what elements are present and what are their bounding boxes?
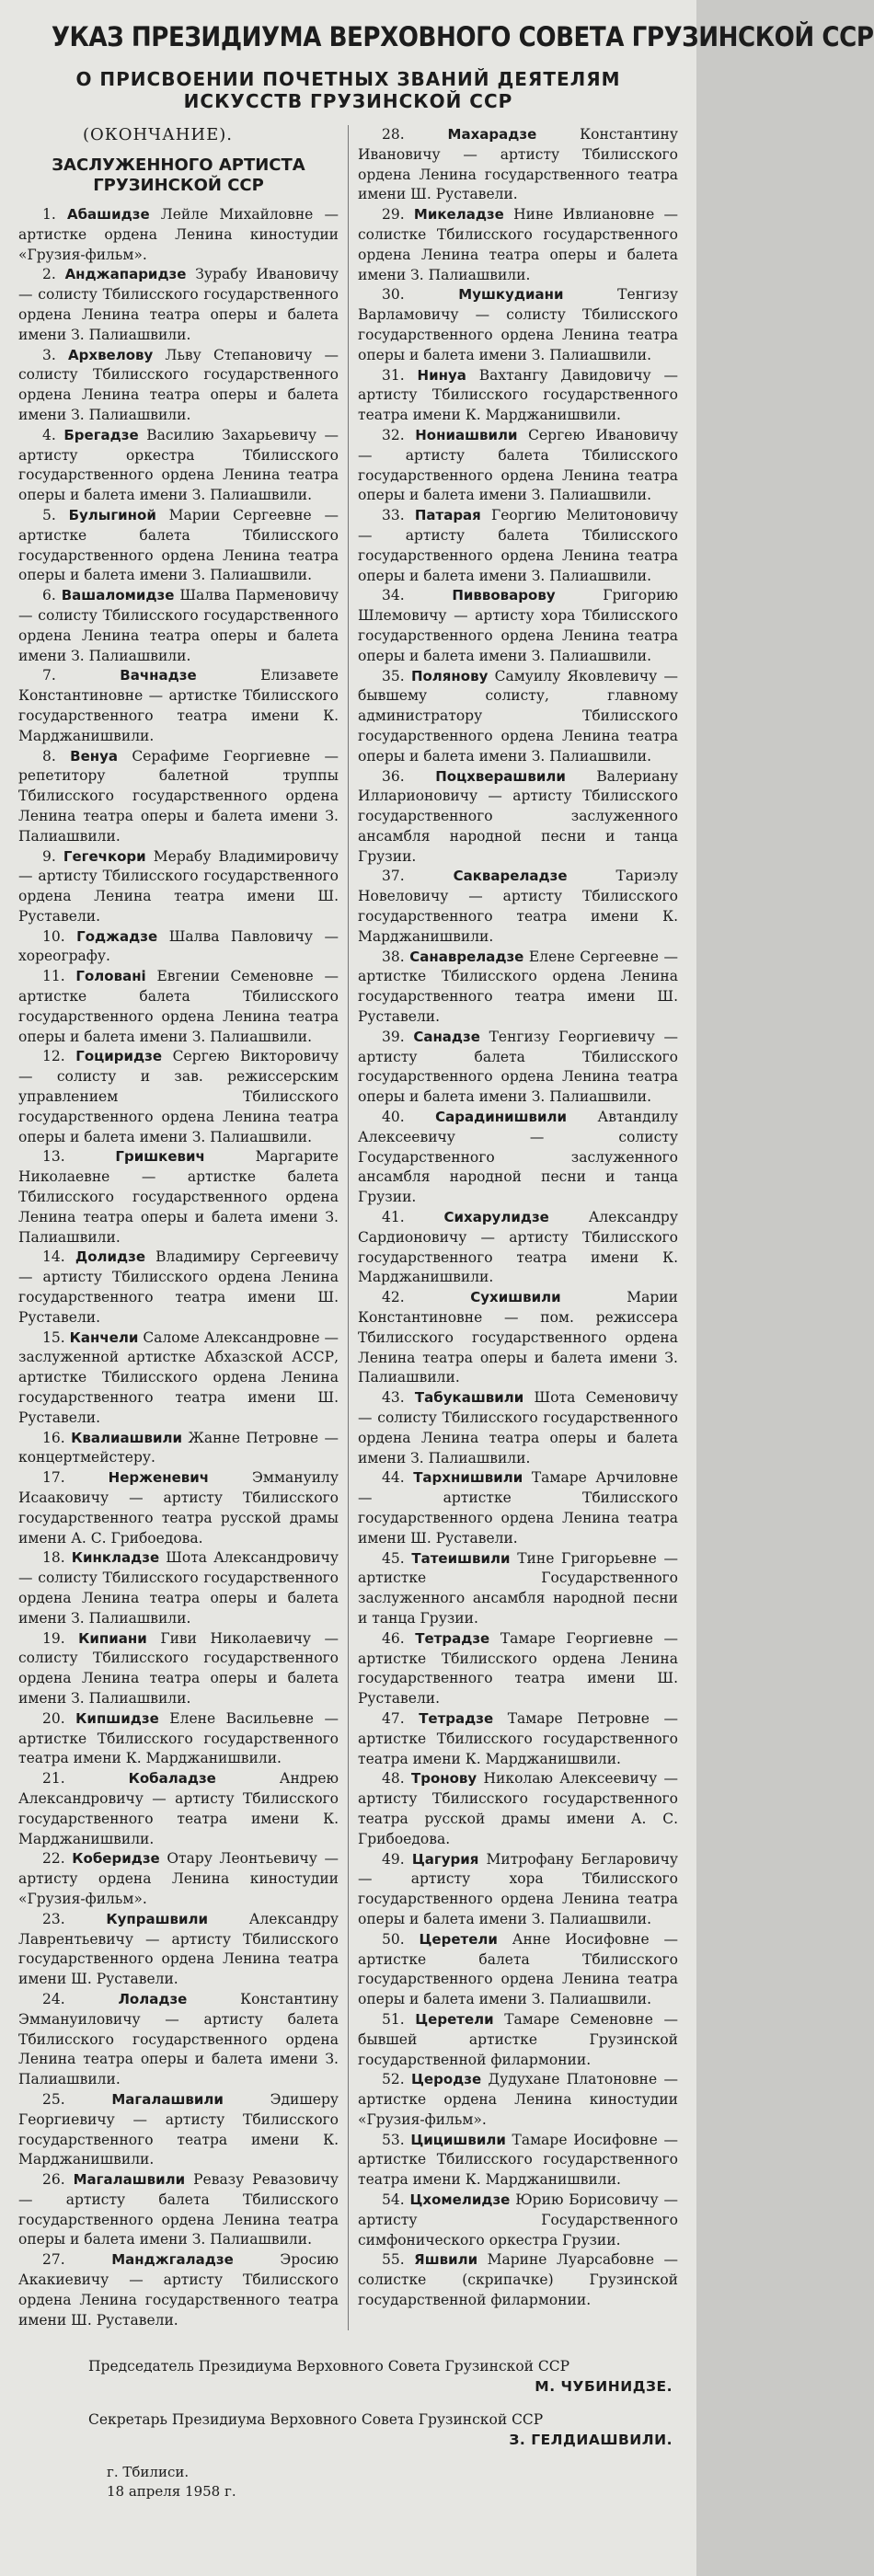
award-entry — [358, 767, 678, 868]
entry-number: 5. — [42, 506, 56, 523]
award-entry — [358, 1468, 678, 1548]
entry-details: Тамаре Петровне — артистке Тбилисского государственного театра имени К. Марджанишвили. — [358, 1709, 679, 1767]
entry-surname: Архвеловy — [68, 346, 154, 363]
entry-details: Георгию Мелитоновичу — артисту балета Тбилисского государственного ордена Ленина театра оперы и балета имени З. Палиашвили. — [358, 507, 678, 584]
entry-number: 23. — [42, 1910, 65, 1927]
award-entry — [358, 1930, 678, 2010]
entry-surname: Годжадзе — [76, 927, 158, 945]
award-entry — [358, 1769, 678, 1849]
entry-details: Елене Сергеевне — артистке Тбилисского ордена Ленина государственного театра имени Ш. Руставели. — [358, 948, 679, 1026]
entry-number: 6. — [42, 587, 56, 604]
chairman-title: Председатель Президиума Верховного Совета Грузинской ССР — [88, 2358, 570, 2375]
entry-number: 54. — [382, 2191, 405, 2209]
entry-details: Жанне Петровне — концертмейстеру. — [18, 1429, 339, 1466]
entry-number: 13. — [42, 1148, 65, 1166]
entry-surname: Пиввоварову — [452, 587, 556, 604]
entry-surname: Гоциридзе — [75, 1048, 163, 1065]
award-entry — [358, 2250, 678, 2310]
entry-surname: Поцхверашвили — [435, 767, 566, 785]
award-entry — [18, 967, 339, 1047]
entry-surname: Магалашвили — [73, 2171, 186, 2189]
entry-details: Шота Семеновичу — солисту Тбилисского государственного ордена Ленина театра оперы и балета имени З. Палиашвили. — [358, 1389, 678, 1466]
entry-surname: Микеладзе — [413, 206, 504, 224]
continuation-note: (ОКОНЧАНИЕ). — [83, 125, 233, 144]
award-entry — [18, 1429, 339, 1469]
entry-details: Эммануилу Исааковичу — артисту Тбилисского государственного театра русской драмы имени А. С. Грибоедова. — [18, 1469, 339, 1547]
entry-number: 36. — [382, 767, 405, 785]
section-heading-line-1: ЗАСЛУЖЕННОГО АРТИСТА — [52, 155, 305, 175]
entry-number: 11. — [42, 968, 65, 985]
entry-details: Мерабу Владимировичу — артисту Тбилисского государственного ордена Ленина театра имени Ш. Руставели. — [18, 847, 339, 925]
signatures-block — [18, 2356, 678, 2501]
award-entry — [358, 667, 678, 767]
entry-surname: Цицишвили — [410, 2131, 506, 2148]
decree-date: 18 апреля 1958 г. — [107, 2483, 236, 2501]
entry-details: Эросию Акакиевичу — артисту Тбилисского ордена Ленина государственного театра имени Ш. Руставели. — [18, 2251, 339, 2329]
entry-surname: Гегечкори — [63, 847, 146, 865]
award-entry — [18, 1990, 339, 2090]
entry-number: 53. — [382, 2131, 405, 2148]
decree-title: УКАЗ ПРЕЗИДИУМА ВЕРХОВНОГО СОВЕТА ГРУЗИНСКОЙ ССР — [51, 21, 874, 52]
entry-surname: Магалашвили — [111, 2090, 224, 2108]
decree-subtitle-line-2: ИСКУССТВ ГРУЗИНСКОЙ ССР — [183, 90, 513, 112]
chairman-name: М. ЧУБИНИДЗЕ. — [535, 2378, 673, 2396]
award-entry — [358, 1028, 678, 1108]
award-entry — [358, 2191, 678, 2250]
award-entry — [358, 285, 678, 365]
entry-surname: Цхомелидзе — [409, 2191, 511, 2209]
award-entry — [18, 847, 339, 927]
entry-details: Вахтангу Давидовичу — артисту Тбилисского государственного театра имени К. Марджанишвили. — [358, 366, 678, 424]
award-entry — [18, 1147, 339, 1248]
entry-number: 52. — [382, 2071, 405, 2088]
award-entry — [358, 2070, 678, 2130]
award-entry — [18, 1328, 339, 1429]
entry-details: Владимиру Сергеевичу — артисту Тбилисского ордена Ленина государственного театра имени Ш. Руставели. — [18, 1248, 339, 1326]
entry-surname: Церетели — [419, 1930, 498, 1948]
entry-details: Шалва Парменовичу — солисту Тбилисского государственного ордена Ленина театра оперы и балета имени З. Палиашвили. — [18, 587, 339, 664]
entry-surname: Патарая — [414, 507, 481, 524]
entry-details: Саломе Александровне — заслуженной артистке Абхазской АССР, артистке Тбилисского ордена Ленина государственного театра имени Ш. Руставели. — [18, 1328, 339, 1426]
entry-number: 49. — [382, 1850, 405, 1868]
entry-details: Марине Луарсабовне — солистке (скрипачке) Грузинской государственной филармонии. — [358, 2251, 678, 2309]
entry-details: Константину Эммануиловичу — артисту балета Тбилисского государственного ордена Ленина театра оперы и балета имени З. Палиашвили. — [18, 1990, 339, 2088]
award-entry — [358, 1208, 678, 1288]
entry-surname: Полянову — [410, 667, 489, 684]
entry-number: 8. — [42, 747, 56, 765]
entry-number: 34. — [382, 587, 405, 604]
award-entry — [18, 265, 339, 345]
entry-number: 12. — [42, 1048, 65, 1065]
entry-number: 16. — [42, 1429, 65, 1446]
entry-number: 3. — [42, 346, 56, 363]
award-entry — [358, 1388, 678, 1468]
award-entry — [18, 506, 339, 586]
entry-details: Григорию Шлемовичу — артисту хора Тбилисского государственного ордена Ленина театра оперы и балета имени З. Палиашвили. — [358, 587, 678, 664]
entry-details: Тариэлу Новеловичу — артисту Тбилисского государственного театра имени К. Марджанишвили. — [358, 868, 678, 945]
entry-number: 9. — [42, 847, 56, 865]
entry-surname: Долидзе — [75, 1248, 145, 1266]
entry-surname: Манджгаладзе — [111, 2251, 234, 2269]
award-entry — [358, 586, 678, 666]
entry-surname: Нерженевич — [108, 1469, 210, 1487]
entry-surname: Татеишвили — [411, 1549, 511, 1567]
entry-number: 48. — [382, 1770, 405, 1788]
entry-number: 28. — [382, 126, 405, 143]
entry-number: 26. — [42, 2171, 65, 2189]
entry-number: 21. — [42, 1770, 65, 1788]
entry-number: 30. — [382, 286, 405, 304]
entry-details: Тамаре Георгиевне — артистке Тбилисского ордена Ленина государственного театра имени Ш. Руставели. — [358, 1629, 678, 1708]
entry-details: Дудухане Платоновне — артистке ордена Ленина киностудии «Грузия-фильм». — [358, 2071, 678, 2128]
entry-surname: Лоладзе — [118, 1990, 188, 2007]
entry-details: Евгении Семеновне — артистке балета Тбилисского государственного ордена Ленина театра оперы и балета имени З. Палиашвили. — [18, 968, 339, 1045]
entry-surname: Цагурия — [411, 1850, 479, 1868]
entry-surname: Купрашвили — [106, 1910, 209, 1927]
award-entry — [18, 1548, 339, 1628]
section-heading-line-2: ГРУЗИНСКОЙ ССР — [93, 176, 264, 195]
entry-number: 24. — [42, 1990, 65, 2007]
entry-details: Константину Ивановичу — артисту Тбилисского ордена Ленина государственного театра имени Ш. Руставели. — [358, 126, 678, 203]
entry-surname: Кипиани — [78, 1629, 147, 1647]
entry-surname: Тронову — [410, 1770, 477, 1788]
entry-surname: Вачнадзе — [120, 667, 197, 684]
entry-surname: Квалиашвили — [71, 1429, 183, 1446]
entry-details: Тенгизу Георгиевичу — артисту балета Тбилисского государственного ордена Ленина театра оперы и балета имени З. Палиашвили. — [358, 1028, 678, 1106]
masthead — [18, 20, 874, 112]
entry-number: 41. — [382, 1209, 405, 1226]
award-entry — [18, 205, 339, 265]
entry-details: Тамаре Арчиловне — артистке Тбилисского государственного ордена Ленина театра имени Ш. Руставели. — [358, 1469, 678, 1547]
entry-number: 14. — [42, 1248, 65, 1266]
entry-number: 7. — [42, 667, 56, 684]
entry-details: Тенгизу Варламовичу — солисту Тбилисского государственного ордена Ленина театра оперы и балета имени З. Палиашвили. — [358, 286, 678, 363]
entry-number: 2. — [42, 266, 56, 283]
entry-number: 43. — [382, 1389, 405, 1407]
award-entry — [18, 1849, 339, 1909]
entry-details: Автандилу Алексеевичу — солисту Государственного заслуженного ансамбля народной песни и танца Грузии. — [358, 1109, 678, 1206]
entry-number: 42. — [382, 1289, 405, 1306]
entry-surname: Коберидзе — [72, 1850, 160, 1868]
secretary-title: Секретарь Президиума Верховного Совета Грузинской ССР — [88, 2411, 544, 2429]
entry-surname: Табукашвили — [414, 1389, 524, 1407]
entry-details: Зурабу Ивановичу — солисту Тбилисского государственного ордена Ленина театра оперы и балета имени З. Палиашвили. — [18, 266, 339, 343]
entry-number: 17. — [42, 1469, 65, 1487]
entry-details: Марии Константиновне — пом. режиссера Тбилисского государственного ордена Ленина театра оперы и балета имени З. Палиашвили. — [358, 1289, 678, 1386]
award-entry — [358, 1709, 678, 1769]
entry-number: 22. — [42, 1850, 65, 1868]
award-entry — [18, 346, 339, 426]
place-and-date — [107, 2463, 673, 2501]
entry-number: 47. — [382, 1709, 405, 1727]
award-entry — [358, 125, 678, 205]
entry-details: Тамаре Иосифовне — артистке Тбилисского государственного театра имени К. Марджанишвили. — [358, 2131, 678, 2189]
entry-details: Юрию Борисовичу — артисту Государственного симфонического оркестра Грузии. — [358, 2191, 679, 2248]
entry-number: 38. — [382, 948, 405, 965]
award-entry — [18, 2250, 339, 2330]
entry-number: 20. — [42, 1709, 65, 1727]
entry-surname: Тетрадзе — [415, 1629, 490, 1647]
entry-surname: Нониашвили — [415, 426, 518, 443]
award-entry — [18, 586, 339, 666]
award-entry — [358, 366, 678, 426]
entry-surname: Тархнишвили — [413, 1469, 523, 1487]
award-entry — [18, 1769, 339, 1849]
entry-number: 4. — [42, 426, 56, 443]
entry-details: Николаю Алексеевичу — артисту Тбилисского государственного театра русской драмы имени А. С. Грибоедова. — [358, 1770, 679, 1847]
entry-surname: Саквареладзе — [453, 868, 568, 885]
entry-details: Нине Ивлиановне — солистке Тбилисского государственного ордена Ленина театра оперы и балета имени З. Палиашвили. — [358, 206, 679, 283]
entry-number: 27. — [42, 2251, 65, 2269]
entry-number: 46. — [382, 1629, 405, 1647]
entry-number: 37. — [382, 868, 405, 885]
entry-details: Елене Васильевне — артистке Тбилисского государственного театра имени К. Марджанишвили. — [18, 1709, 339, 1767]
entry-number: 32. — [382, 426, 405, 443]
entry-details: Гиви Николаевичу — солисту Тбилисского государственного ордена Ленина театра оперы и балета имени З. Палиашвили. — [18, 1629, 339, 1707]
entry-surname: Махарадзе — [447, 126, 537, 143]
award-entry — [358, 948, 678, 1028]
entry-surname: Кобаладзе — [128, 1770, 216, 1788]
award-entry — [358, 2131, 678, 2191]
entry-number: 25. — [42, 2090, 65, 2108]
entry-details: Сергею Ивановичу — артисту балета Тбилисского государственного ордена Ленина театра оперы и балета имени З. Палиашвили. — [358, 426, 678, 504]
entry-surname: Канчели — [69, 1328, 139, 1346]
entry-number: 45. — [382, 1549, 405, 1567]
entry-details: Серафиме Георгиевне — репетитору балетной труппы Тбилисского государственного ордена Ленина театра оперы и балета имени З. Палиашвили. — [18, 747, 339, 845]
entry-surname: Сихарулидзе — [443, 1209, 549, 1226]
entry-number: 29. — [382, 206, 405, 224]
entry-details: Самуилу Яковлевичу — бывшему солисту, главному администратору Тбилисского государственного ордена Ленина театра оперы и балета имени З. Палиашвили. — [358, 667, 678, 765]
left-column — [18, 125, 339, 2330]
award-entry — [18, 666, 339, 746]
entry-surname: Вашаломидзе — [61, 587, 175, 604]
award-entry — [18, 1248, 339, 1328]
entry-details: Василию Захарьевичу — артисту оркестра Тбилисского государственного ордена Ленина театра оперы и балета имени З. Палиашвили. — [18, 426, 339, 504]
decree-subtitle-line-1: О ПРИСВОЕНИИ ПОЧЕТНЫХ ЗВАНИЙ ДЕЯТЕЛЯМ — [75, 68, 621, 90]
entry-details: Марии Сергеевне — артистке балета Тбилисского государственного ордена Ленина театра оперы и балета имени З. Палиашвили. — [18, 506, 339, 584]
award-entry — [358, 1108, 678, 1208]
entry-surname: Сухишвили — [470, 1289, 561, 1306]
entry-surname: Тетрадзе — [419, 1709, 494, 1727]
entry-surname: Сарадинишвили — [435, 1109, 568, 1126]
entry-surname: Голованi — [75, 968, 146, 985]
entry-details: Митрофану Бегларовичу — артисту хора Тбилисского государственного ордена Ленина театра оперы и балета имени З. Палиашвили. — [358, 1850, 678, 1927]
entry-number: 39. — [382, 1028, 405, 1045]
entry-details: Тине Григорьевне — артистке Государственного заслуженного ансамбля народной песни и танца Грузии. — [358, 1549, 678, 1627]
entry-surname: Кинкладзе — [71, 1549, 160, 1567]
entry-surname: Брегадзе — [63, 426, 139, 443]
entry-number: 55. — [382, 2251, 405, 2269]
entry-surname: Церетели — [415, 2010, 494, 2028]
entry-number: 50. — [382, 1930, 405, 1948]
entry-details: Тамаре Семеновне — бывшей артистке Грузинской государственной филармонии. — [358, 2010, 679, 2068]
award-entry — [18, 1629, 339, 1709]
award-entry — [358, 426, 678, 506]
entry-details: Ревазу Ревазовичу — артисту балета Тбилисского государственного ордена Ленина театра оперы и балета имени З. Палиашвили. — [18, 2171, 339, 2248]
section-heading — [18, 155, 339, 196]
secretary-name: З. ГЕЛДИАШВИЛИ. — [509, 2432, 673, 2449]
entry-details: Отару Леонтьевичу — артисту ордена Ленина киностудии «Грузия-фильм». — [18, 1850, 339, 1907]
entry-number: 44. — [382, 1469, 405, 1487]
award-entry — [18, 2090, 339, 2170]
entry-details: Маргарите Николаевне — артистке балета Тбилисского государственного ордена Ленина театра оперы и балета имени З. Палиашвили. — [18, 1148, 339, 1246]
entry-number: 31. — [382, 366, 405, 384]
entry-number: 35. — [382, 667, 405, 684]
entry-details: Валериану Илларионовичу — артисту Тбилисского государственного заслуженного ансамбля народной песни и танца Грузии. — [358, 767, 678, 865]
entry-surname: Абашидзе — [66, 206, 150, 223]
entry-surname: Санавреладзе — [409, 948, 524, 965]
entry-surname: Яшвили — [414, 2251, 478, 2269]
entry-surname: Анджапаридзе — [64, 266, 187, 283]
award-entry — [358, 1288, 678, 1388]
entry-details: Шалва Павловичу — хореографу. — [18, 927, 339, 965]
award-entry — [18, 2170, 339, 2250]
entry-surname: Церодзе — [411, 2071, 482, 2088]
entry-number: 1. — [42, 206, 56, 223]
award-entry — [18, 927, 339, 968]
entry-number: 40. — [382, 1109, 405, 1126]
entry-details: Лейле Михайловне — артистке ордена Ленина киностудии «Грузия-фильм». — [18, 206, 339, 263]
award-entry — [358, 1850, 678, 1930]
award-entry — [18, 1709, 339, 1769]
entry-surname: Венуа — [70, 747, 119, 765]
article-columns — [18, 125, 678, 2330]
entry-number: 10. — [42, 927, 65, 945]
award-entry — [358, 1629, 678, 1709]
entry-surname: Санадзе — [413, 1028, 480, 1045]
entry-number: 33. — [382, 507, 405, 524]
entry-details: Александру Лаврентьевичу — артисту Тбилисского государственного ордена Ленина театра имени Ш. Руставели. — [18, 1910, 339, 1988]
entry-details: Александру Сардионовичу — артисту Тбилисского государственного театра имени К. Марджанишвили. — [358, 1209, 678, 1286]
entry-details: Льву Степановичу — солисту Тбилисского государственного ордена Ленина театра оперы и балета имени З. Палиашвили. — [18, 346, 339, 423]
award-entry — [18, 426, 339, 506]
entry-details: Эдишеру Георгиевичу — артисту Тбилисского государственного театра имени К. Марджанишвили. — [18, 2090, 339, 2168]
entry-number: 18. — [42, 1549, 65, 1567]
award-entry — [358, 1549, 678, 1629]
award-entry — [18, 1910, 339, 1990]
entry-surname: Гришкевич — [115, 1148, 205, 1166]
entry-details: Анне Иосифовне — артистке балета Тбилисского государственного ордена Ленина театра оперы и балета имени З. Палиашвили. — [358, 1930, 679, 2008]
award-entry — [18, 747, 339, 847]
entry-details: Елизавете Константиновне — артистке Тбилисского государственного театра имени К. Марджанишвили. — [18, 667, 339, 744]
column-divider — [348, 125, 349, 2330]
award-entry — [358, 2010, 678, 2070]
right-column — [358, 125, 678, 2330]
entry-details: Шота Александровичу — солисту Тбилисского государственного ордена Ленина театра оперы и балета имени З. Палиашвили. — [18, 1549, 339, 1627]
award-entry — [358, 867, 678, 947]
award-entry — [358, 205, 678, 285]
entry-number: 19. — [42, 1629, 65, 1647]
decree-place: г. Тбилиси. — [107, 2464, 190, 2481]
award-entry — [358, 506, 678, 586]
entry-surname: Кипшидзе — [75, 1709, 159, 1727]
entry-surname: Нинуа — [417, 366, 466, 384]
entry-surname: Мушкудиани — [458, 286, 564, 304]
entry-surname: Булыгиной — [68, 506, 156, 523]
entry-number: 51. — [382, 2010, 405, 2028]
entry-details: Андрею Александровичу — артисту Тбилисского государственного театра имени К. Марджанишвили. — [18, 1770, 339, 1847]
entry-number: 15. — [42, 1328, 65, 1346]
entry-details: Сергею Викторовичу — солисту и зав. режиссерским управлением Тбилисского государственного ордена Ленина театра оперы и балета имени З. Палиашвили. — [18, 1048, 339, 1145]
award-entry — [18, 1047, 339, 1147]
award-entry — [18, 1468, 339, 1548]
